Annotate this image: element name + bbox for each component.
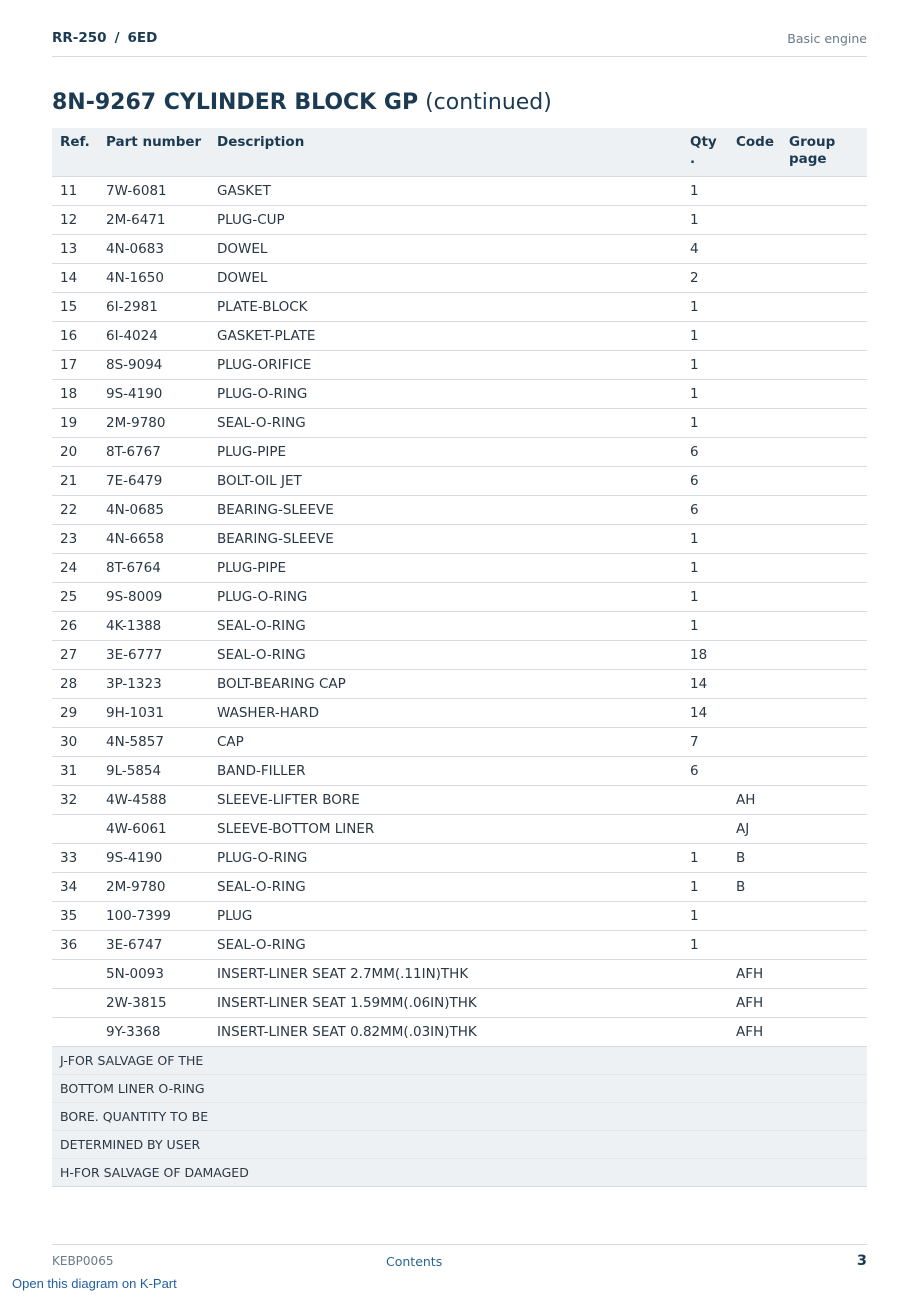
table-row bbox=[52, 641, 867, 670]
cell-ref: 29 bbox=[52, 699, 98, 728]
cell-qty: 7 bbox=[682, 728, 728, 757]
cell-group-page bbox=[781, 351, 867, 380]
cell-description: WASHER-HARD bbox=[209, 699, 682, 728]
page-number: 3 bbox=[856, 1253, 867, 1269]
note-line: BOTTOM LINER O-RING bbox=[52, 1075, 867, 1103]
cell-ref: 22 bbox=[52, 496, 98, 525]
cell-part-number: 4W-6061 bbox=[98, 815, 209, 844]
cell-part-number: 4N-0685 bbox=[98, 496, 209, 525]
cell-group-page bbox=[781, 641, 867, 670]
cell-ref: 14 bbox=[52, 264, 98, 293]
model-code: 6ED bbox=[127, 30, 158, 46]
cell-qty bbox=[682, 960, 728, 989]
cell-qty: 1 bbox=[682, 583, 728, 612]
cell-code bbox=[728, 264, 781, 293]
cell-part-number: 3P-1323 bbox=[98, 670, 209, 699]
cell-ref: 20 bbox=[52, 438, 98, 467]
cell-part-number: 4N-5857 bbox=[98, 728, 209, 757]
note-line: J-FOR SALVAGE OF THE bbox=[52, 1047, 867, 1075]
cell-qty: 6 bbox=[682, 467, 728, 496]
cell-code bbox=[728, 380, 781, 409]
cell-ref: 17 bbox=[52, 351, 98, 380]
cell-code bbox=[728, 670, 781, 699]
table-row bbox=[52, 815, 867, 844]
cell-description: BEARING-SLEEVE bbox=[209, 496, 682, 525]
table-row bbox=[52, 728, 867, 757]
cell-description: DOWEL bbox=[209, 235, 682, 264]
table-row bbox=[52, 612, 867, 641]
cell-code bbox=[728, 525, 781, 554]
cell-group-page bbox=[781, 612, 867, 641]
cell-group-page bbox=[781, 438, 867, 467]
cell-ref: 27 bbox=[52, 641, 98, 670]
cell-part-number: 9Y-3368 bbox=[98, 1018, 209, 1047]
cell-description: GASKET-PLATE bbox=[209, 322, 682, 351]
table-row bbox=[52, 351, 867, 380]
cell-ref bbox=[52, 1018, 98, 1047]
parts-table bbox=[52, 128, 867, 1047]
cell-description: DOWEL bbox=[209, 264, 682, 293]
cell-qty: 14 bbox=[682, 699, 728, 728]
cell-code bbox=[728, 699, 781, 728]
cell-qty: 6 bbox=[682, 438, 728, 467]
cell-ref: 13 bbox=[52, 235, 98, 264]
page-title bbox=[52, 90, 552, 115]
cell-description: SLEEVE-LIFTER BORE bbox=[209, 786, 682, 815]
cell-group-page bbox=[781, 844, 867, 873]
document-code: KEBP0065 bbox=[52, 1254, 114, 1268]
continued-label: (continued) bbox=[425, 90, 552, 115]
cell-qty: 1 bbox=[682, 409, 728, 438]
cell-code bbox=[728, 641, 781, 670]
cell-group-page bbox=[781, 496, 867, 525]
cell-code bbox=[728, 351, 781, 380]
cell-code bbox=[728, 235, 781, 264]
table-row bbox=[52, 902, 867, 931]
table-row bbox=[52, 380, 867, 409]
cell-code bbox=[728, 293, 781, 322]
cell-code bbox=[728, 206, 781, 235]
cell-part-number: 4W-4588 bbox=[98, 786, 209, 815]
cell-group-page bbox=[781, 670, 867, 699]
cell-code: AJ bbox=[728, 815, 781, 844]
cell-qty bbox=[682, 989, 728, 1018]
cell-ref: 11 bbox=[52, 177, 98, 206]
model-breadcrumb bbox=[52, 30, 157, 46]
cell-group-page bbox=[781, 380, 867, 409]
cell-description: BOLT-OIL JET bbox=[209, 467, 682, 496]
cell-ref: 26 bbox=[52, 612, 98, 641]
cell-part-number: 2W-3815 bbox=[98, 989, 209, 1018]
cell-qty: 1 bbox=[682, 380, 728, 409]
cell-ref: 32 bbox=[52, 786, 98, 815]
open-diagram-link[interactable]: Open this diagram on K-Part bbox=[12, 1276, 177, 1291]
cell-part-number: 2M-6471 bbox=[98, 206, 209, 235]
cell-group-page bbox=[781, 467, 867, 496]
table-row bbox=[52, 496, 867, 525]
cell-code bbox=[728, 554, 781, 583]
cell-part-number: 9H-1031 bbox=[98, 699, 209, 728]
cell-group-page bbox=[781, 554, 867, 583]
table-row bbox=[52, 757, 867, 786]
cell-qty: 14 bbox=[682, 670, 728, 699]
cell-part-number: 9S-4190 bbox=[98, 380, 209, 409]
cell-part-number: 3E-6777 bbox=[98, 641, 209, 670]
cell-code: AFH bbox=[728, 960, 781, 989]
table-row bbox=[52, 525, 867, 554]
cell-code bbox=[728, 902, 781, 931]
breadcrumb-separator: / bbox=[114, 30, 120, 46]
cell-ref: 25 bbox=[52, 583, 98, 612]
cell-group-page bbox=[781, 960, 867, 989]
cell-code bbox=[728, 757, 781, 786]
cell-qty: 1 bbox=[682, 322, 728, 351]
cell-description: SEAL-O-RING bbox=[209, 873, 682, 902]
table-row bbox=[52, 699, 867, 728]
cell-group-page bbox=[781, 409, 867, 438]
table-row bbox=[52, 438, 867, 467]
table-row bbox=[52, 844, 867, 873]
page-footer bbox=[52, 1244, 867, 1275]
cell-qty: 18 bbox=[682, 641, 728, 670]
table-row bbox=[52, 554, 867, 583]
cell-part-number: 8T-6767 bbox=[98, 438, 209, 467]
cell-group-page bbox=[781, 786, 867, 815]
cell-qty: 1 bbox=[682, 293, 728, 322]
cell-code: AH bbox=[728, 786, 781, 815]
model-name: RR-250 bbox=[52, 30, 107, 46]
cell-group-page bbox=[781, 728, 867, 757]
cell-description: CAP bbox=[209, 728, 682, 757]
notes-section bbox=[52, 1047, 867, 1187]
cell-code bbox=[728, 931, 781, 960]
cell-group-page bbox=[781, 815, 867, 844]
cell-ref: 16 bbox=[52, 322, 98, 351]
cell-part-number: 9S-4190 bbox=[98, 844, 209, 873]
cell-qty: 1 bbox=[682, 931, 728, 960]
table-row bbox=[52, 322, 867, 351]
cell-part-number: 9L-5854 bbox=[98, 757, 209, 786]
cell-ref bbox=[52, 815, 98, 844]
cell-description: INSERT-LINER SEAT 1.59MM(.06IN)THK bbox=[209, 989, 682, 1018]
cell-ref: 33 bbox=[52, 844, 98, 873]
note-line: H-FOR SALVAGE OF DAMAGED bbox=[60, 1165, 249, 1180]
cell-description: PLUG-O-RING bbox=[209, 844, 682, 873]
cell-qty: 1 bbox=[682, 525, 728, 554]
cell-description: PLUG-O-RING bbox=[209, 583, 682, 612]
cell-part-number: 4K-1388 bbox=[98, 612, 209, 641]
cell-description: SEAL-O-RING bbox=[209, 612, 682, 641]
cell-description: BAND-FILLER bbox=[209, 757, 682, 786]
cell-code bbox=[728, 177, 781, 206]
cell-group-page bbox=[781, 322, 867, 351]
cell-qty bbox=[682, 815, 728, 844]
cell-description: PLUG-PIPE bbox=[209, 438, 682, 467]
cell-ref: 21 bbox=[52, 467, 98, 496]
cell-qty bbox=[682, 1018, 728, 1047]
col-header-description: Description bbox=[209, 128, 682, 177]
parts-table-body bbox=[52, 177, 867, 1047]
cell-description: PLUG-O-RING bbox=[209, 380, 682, 409]
cell-part-number: 5N-0093 bbox=[98, 960, 209, 989]
cell-code: AFH bbox=[728, 989, 781, 1018]
table-row bbox=[52, 235, 867, 264]
cell-ref: 36 bbox=[52, 931, 98, 960]
cell-group-page bbox=[781, 293, 867, 322]
cell-code bbox=[728, 438, 781, 467]
cell-ref: 23 bbox=[52, 525, 98, 554]
cell-description: PLUG-ORIFICE bbox=[209, 351, 682, 380]
cell-ref: 24 bbox=[52, 554, 98, 583]
page-header bbox=[52, 28, 867, 57]
cell-part-number: 8S-9094 bbox=[98, 351, 209, 380]
cell-part-number: 6I-4024 bbox=[98, 322, 209, 351]
table-row bbox=[52, 177, 867, 206]
cell-part-number: 2M-9780 bbox=[98, 873, 209, 902]
cell-group-page bbox=[781, 902, 867, 931]
table-row bbox=[52, 264, 867, 293]
cell-description: SEAL-O-RING bbox=[209, 931, 682, 960]
cell-qty: 6 bbox=[682, 496, 728, 525]
table-row bbox=[52, 786, 867, 815]
cell-group-page bbox=[781, 177, 867, 206]
table-row bbox=[52, 873, 867, 902]
cell-part-number: 9S-8009 bbox=[98, 583, 209, 612]
cell-description: SLEEVE-BOTTOM LINER bbox=[209, 815, 682, 844]
cell-qty: 1 bbox=[682, 206, 728, 235]
cell-group-page bbox=[781, 1018, 867, 1047]
cell-description: BOLT-BEARING CAP bbox=[209, 670, 682, 699]
cell-group-page bbox=[781, 235, 867, 264]
cell-group-page bbox=[781, 931, 867, 960]
cell-code bbox=[728, 612, 781, 641]
cell-qty: 2 bbox=[682, 264, 728, 293]
note-line: DETERMINED BY USER bbox=[52, 1131, 867, 1159]
cell-qty: 1 bbox=[682, 554, 728, 583]
cell-qty: 6 bbox=[682, 757, 728, 786]
cell-description: PLATE-BLOCK bbox=[209, 293, 682, 322]
cell-part-number: 100-7399 bbox=[98, 902, 209, 931]
table-row bbox=[52, 293, 867, 322]
cell-code: B bbox=[728, 873, 781, 902]
cell-part-number: 7W-6081 bbox=[98, 177, 209, 206]
cell-part-number: 7E-6479 bbox=[98, 467, 209, 496]
cell-description: GASKET bbox=[209, 177, 682, 206]
contents-link[interactable]: Contents bbox=[386, 1254, 443, 1269]
col-header-part-number: Part number bbox=[98, 128, 209, 177]
table-row bbox=[52, 960, 867, 989]
cell-code bbox=[728, 467, 781, 496]
cell-group-page bbox=[781, 757, 867, 786]
cell-qty: 1 bbox=[682, 177, 728, 206]
cell-part-number: 4N-1650 bbox=[98, 264, 209, 293]
cell-qty: 1 bbox=[682, 351, 728, 380]
col-header-qty: Qty . bbox=[682, 128, 728, 177]
cell-code bbox=[728, 496, 781, 525]
cell-ref: 35 bbox=[52, 902, 98, 931]
cell-qty: 1 bbox=[682, 612, 728, 641]
table-row bbox=[52, 989, 867, 1018]
cell-qty: 1 bbox=[682, 844, 728, 873]
cell-part-number: 3E-6747 bbox=[98, 931, 209, 960]
cell-group-page bbox=[781, 525, 867, 554]
section-name: Basic engine bbox=[787, 31, 867, 46]
table-row bbox=[52, 583, 867, 612]
note-line: BORE. QUANTITY TO BE bbox=[52, 1103, 867, 1131]
cell-part-number: 4N-6658 bbox=[98, 525, 209, 554]
cell-part-number: 4N-0683 bbox=[98, 235, 209, 264]
cell-description: PLUG-CUP bbox=[209, 206, 682, 235]
cell-part-number: 8T-6764 bbox=[98, 554, 209, 583]
cell-ref: 30 bbox=[52, 728, 98, 757]
cell-group-page bbox=[781, 873, 867, 902]
cell-description: BEARING-SLEEVE bbox=[209, 525, 682, 554]
cell-part-number: 2M-9780 bbox=[98, 409, 209, 438]
cell-qty bbox=[682, 786, 728, 815]
cell-ref: 12 bbox=[52, 206, 98, 235]
group-title: 8N-9267 CYLINDER BLOCK GP bbox=[52, 90, 419, 115]
cell-description: PLUG-PIPE bbox=[209, 554, 682, 583]
cell-code bbox=[728, 322, 781, 351]
cell-code bbox=[728, 583, 781, 612]
table-row bbox=[52, 206, 867, 235]
cell-group-page bbox=[781, 206, 867, 235]
cell-ref: 28 bbox=[52, 670, 98, 699]
cell-code: B bbox=[728, 844, 781, 873]
cell-qty: 4 bbox=[682, 235, 728, 264]
cell-group-page bbox=[781, 583, 867, 612]
col-header-group-page: Group page bbox=[781, 128, 867, 177]
table-row bbox=[52, 931, 867, 960]
cell-description: INSERT-LINER SEAT 0.82MM(.03IN)THK bbox=[209, 1018, 682, 1047]
cell-ref: 18 bbox=[52, 380, 98, 409]
col-header-ref: Ref. bbox=[52, 128, 98, 177]
table-row bbox=[52, 409, 867, 438]
cell-description: SEAL-O-RING bbox=[209, 641, 682, 670]
table-header-row bbox=[52, 128, 867, 177]
cell-code bbox=[728, 409, 781, 438]
cell-ref: 31 bbox=[52, 757, 98, 786]
cell-code: AFH bbox=[728, 1018, 781, 1047]
cell-ref: 15 bbox=[52, 293, 98, 322]
cell-ref bbox=[52, 989, 98, 1018]
cell-description: PLUG bbox=[209, 902, 682, 931]
cell-group-page bbox=[781, 699, 867, 728]
table-row bbox=[52, 1018, 867, 1047]
table-row bbox=[52, 467, 867, 496]
cell-ref bbox=[52, 960, 98, 989]
col-header-code: Code bbox=[728, 128, 781, 177]
cell-code bbox=[728, 728, 781, 757]
cell-group-page bbox=[781, 989, 867, 1018]
cell-description: INSERT-LINER SEAT 2.7MM(.11IN)THK bbox=[209, 960, 682, 989]
cell-group-page bbox=[781, 264, 867, 293]
cell-qty: 1 bbox=[682, 873, 728, 902]
cell-ref: 34 bbox=[52, 873, 98, 902]
cell-qty: 1 bbox=[682, 902, 728, 931]
cell-description: SEAL-O-RING bbox=[209, 409, 682, 438]
cell-ref: 19 bbox=[52, 409, 98, 438]
cell-part-number: 6I-2981 bbox=[98, 293, 209, 322]
table-row bbox=[52, 670, 867, 699]
